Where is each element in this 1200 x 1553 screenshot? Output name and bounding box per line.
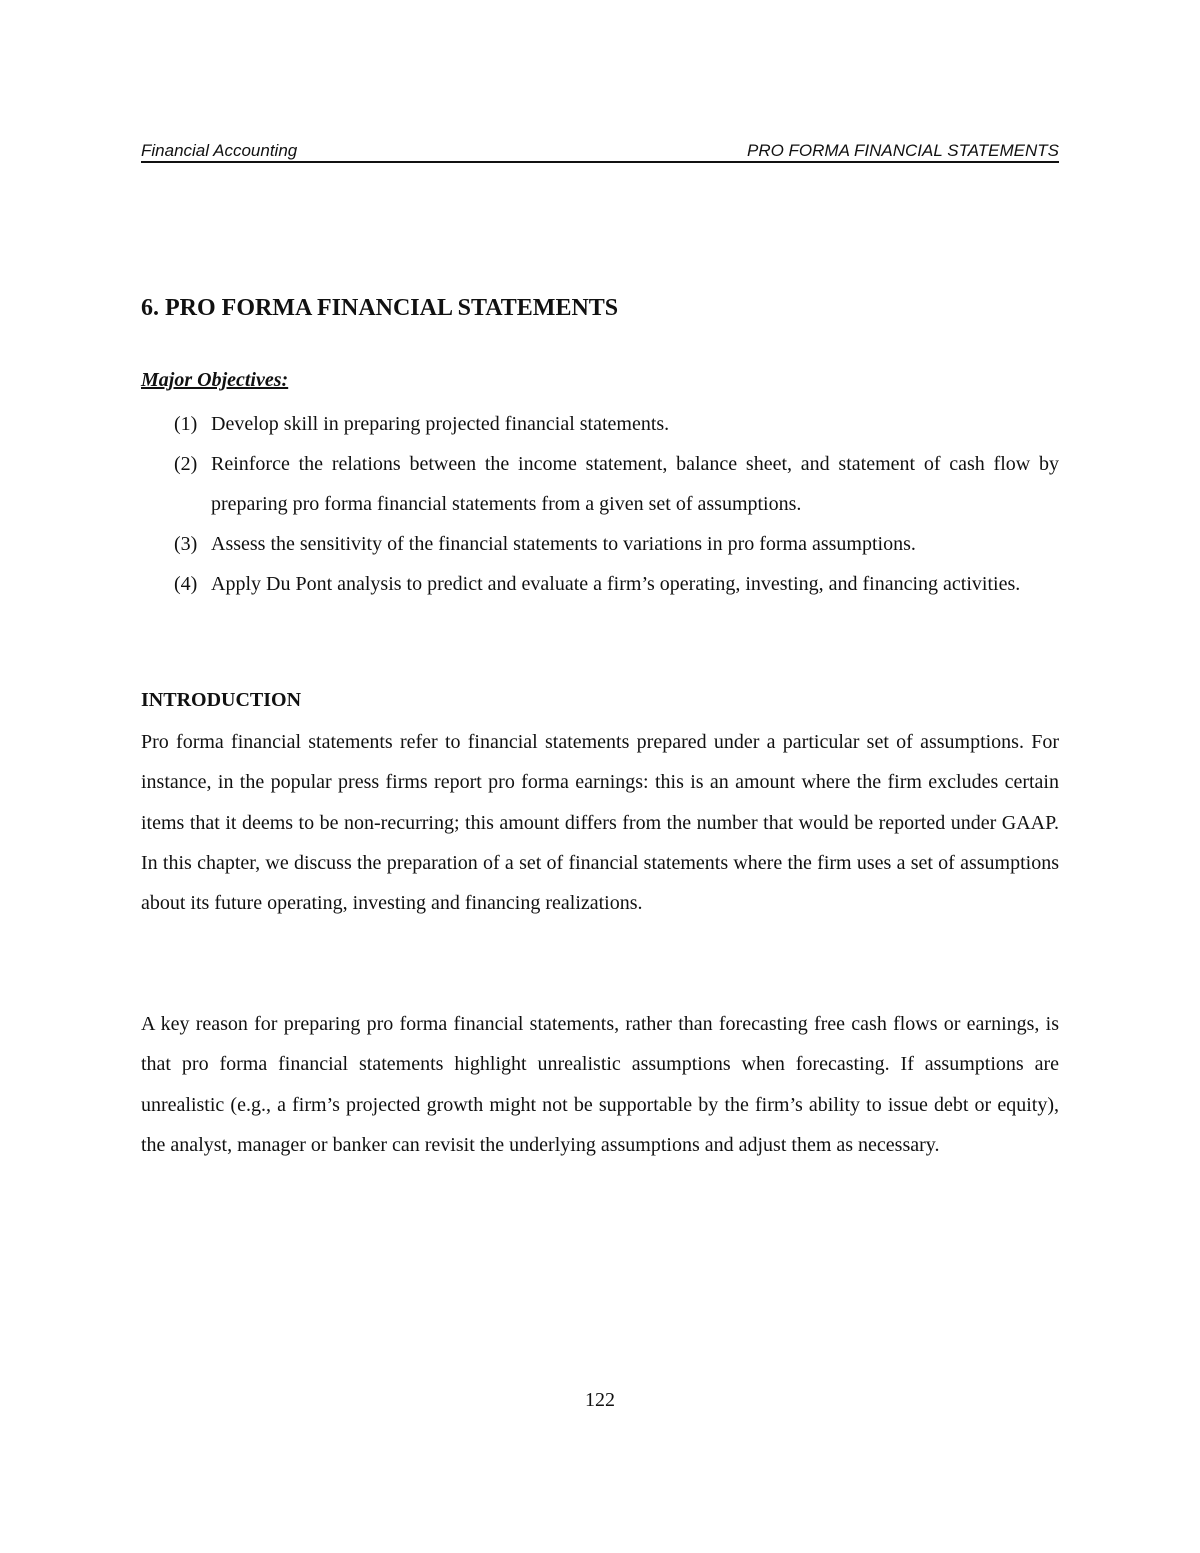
objective-number: (2) [174, 453, 198, 475]
running-header [141, 141, 1059, 163]
introduction-paragraph: Pro forma financial statements refer to financial statements prepared under a particular set of assumptions. For instance, in the popular press firms report pro forma earnings: this is an amount where the firm excludes certain items that it deems to be non-recurring; this amount differs from the number that would be reported under GAAP. In this chapter, we discuss the preparation of a set of financial statements where the firm uses a set of assumptions about its future operating, investing and financing realizations. [141, 731, 1059, 915]
introduction-paragraph: A key reason for preparing pro forma financial statements, rather than forecasting free cash flows or earnings, is that pro forma financial statements highlight unrealistic assumptions when forecasting. If assumptions are unrealistic (e.g., a firm’s projected growth might not be supportable by the firm’s ability to issue debt or equity), the analyst, manager or banker can revisit the underlying assumptions and adjust them as necessary. [141, 1013, 1059, 1156]
objective-text: Reinforce the relations between the income statement, balance sheet, and statement of cash flow by preparing pro forma financial statements from a given set of assumptions. [211, 453, 1059, 515]
objective-number: (4) [174, 573, 198, 595]
page-number: 122 [585, 1389, 615, 1411]
introduction-heading: INTRODUCTION [141, 689, 302, 711]
objectives-heading: Major Objectives: [141, 369, 289, 391]
objective-text: Apply Du Pont analysis to predict and evaluate a firm’s operating, investing, and financing activities. [211, 573, 1021, 595]
chapter-title: 6. PRO FORMA FINANCIAL STATEMENTS [141, 295, 619, 321]
objective-number: (1) [174, 413, 198, 435]
objective-item [141, 404, 1059, 444]
header-chapter-title: PRO FORMA FINANCIAL STATEMENTS [746, 141, 1059, 160]
objective-item [141, 564, 1059, 604]
document-page [141, 0, 1059, 1553]
objective-item [141, 444, 1059, 524]
objectives-list [141, 404, 1059, 604]
objective-text: Develop skill in preparing projected financial statements. [211, 413, 670, 435]
objective-item [141, 524, 1059, 564]
objective-number: (3) [174, 533, 198, 555]
header-book-title: Financial Accounting [141, 141, 298, 160]
objective-text: Assess the sensitivity of the financial statements to variations in pro forma assumptions. [211, 533, 916, 555]
